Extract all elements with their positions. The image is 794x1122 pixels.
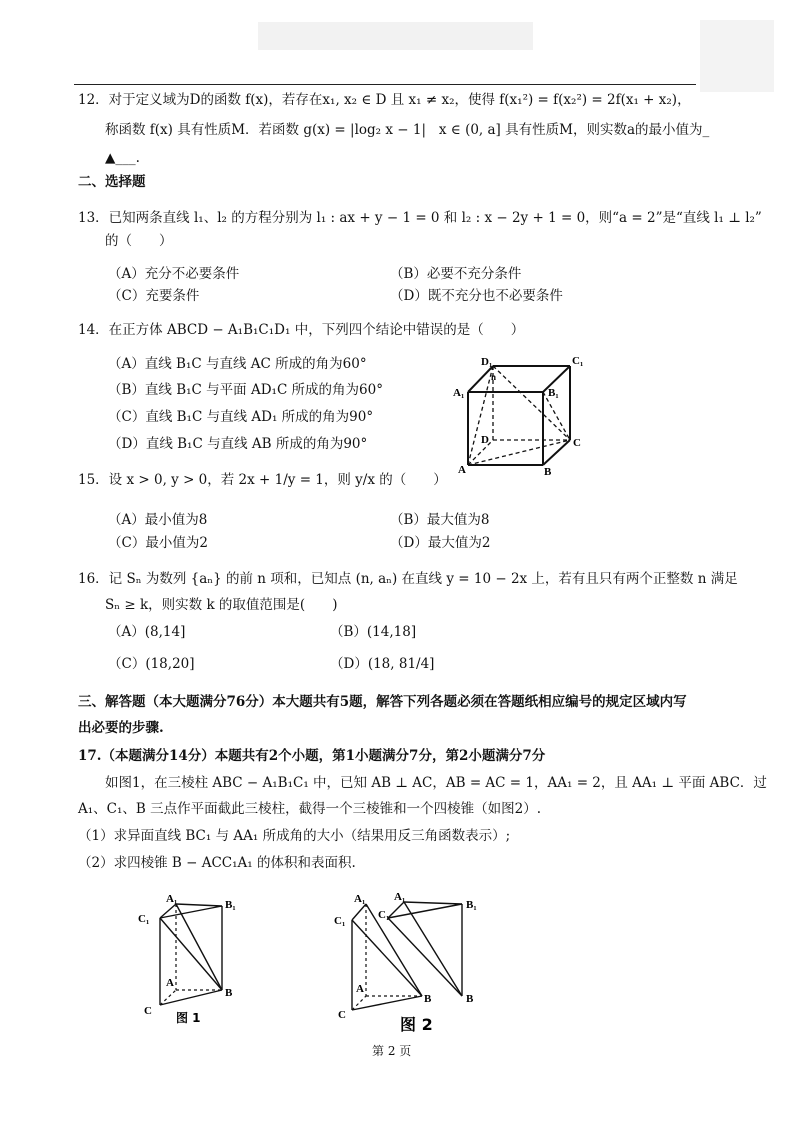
fig1-label-b1: B₁ [225,899,236,911]
q12-line3: ▲___. [105,150,140,166]
cube-label-d: D [481,434,489,446]
fig2-label-b-left: B [424,993,432,1005]
q17-part1: （1）求异面直线 BC₁ 与 AA₁ 所成角的大小（结果用反三角函数表示）; [78,828,511,844]
section2-heading: 二、选择题 [78,174,146,190]
q16-option-a: （A）(8,14] [108,624,186,640]
q13-line2: 的（ ） [105,233,173,249]
q14-option-b: （B）直线 B₁C 与平面 AD₁C 所成的角为60° [108,382,383,398]
q14-stem: 14．在正方体 ABCD − A₁B₁C₁D₁ 中，下列四个结论中错误的是（ ） [78,322,525,338]
q12-line1: 12．对于定义域为D的函数 f(x)，若存在x₁, x₂ ∈ D 且 x₁ ≠ x₂，使得 f(x₁²) = f(x₂²) = 2f(x₁ + x₂)， [78,92,691,108]
section3-line2: 出必要的步骤. [78,720,164,736]
q17-heading: 17.（本题满分14分）本题共有2个小题，第1小题满分7分，第2小题满分7分 [78,748,546,764]
fig2-label-c1-right: C₁ [378,909,390,921]
fig2-label-c: C [338,1009,346,1021]
fig2-label-b1: B₁ [466,899,477,911]
fig1-label-c: C [144,1005,152,1017]
fig2-label-a1-left: A₁ [354,893,366,905]
q16-option-c: （C）(18,20] [108,656,195,672]
fig2-label-a: A [356,983,364,995]
figure-2-cut [330,888,490,1033]
fig2-label-b-right: B [466,993,474,1005]
q16-line1: 16．记 Sₙ 为数列 {aₙ} 的前 n 项和，已知点 (n, aₙ) 在直线 y = 10 − 2x 上，若有且只有两个正整数 n 满足 [78,571,738,587]
q15-option-d: （D）最大值为2 [390,535,491,551]
header-blur-bar [258,22,533,50]
cube-label-a: A [458,464,466,476]
cube-label-c1: C₁ [572,355,584,367]
q15-stem: 15．设 x > 0, y > 0，若 2x + 1/y = 1，则 y/x 的（ ） [78,472,447,488]
fig1-caption: 图 1 [176,1011,201,1025]
fig2-label-a1-right: A₁ [394,891,406,903]
fig1-label-a1: A₁ [166,893,178,905]
q13-option-c: （C）充要条件 [108,288,200,304]
q14-option-a: （A）直线 B₁C 与直线 AC 所成的角为60° [108,356,367,372]
q15-option-a: （A）最小值为8 [108,512,208,528]
figure-1-prism [130,890,260,1025]
q13-option-a: （A）充分不必要条件 [108,266,240,282]
corner-mark [700,20,774,92]
q15-option-c: （C）最小值为2 [108,535,208,551]
cube-label-b: B [544,466,552,478]
q13-option-d: （D）既不充分也不必要条件 [390,288,563,304]
fig1-label-c1: C₁ [138,913,150,925]
q12-line2: 称函数 f(x) 具有性质M．若函数 g(x) = |log₂ x − 1| x ∈ (0, a] 具有性质M，则实数a的最小值为_ [105,122,710,138]
cube-label-c: C [573,437,581,449]
q13-option-b: （B）必要不充分条件 [390,266,522,282]
cube-label-d1: D₁ [481,356,493,368]
fig2-caption: 图 2 [400,1015,433,1033]
cube-label-n: n [491,372,497,382]
cube-label-a1: A₁ [453,387,465,399]
cube-label-b1: B₁ [548,387,559,399]
q17-part2: （2）求四棱锥 B − ACC₁A₁ 的体积和表面积. [78,855,356,871]
fig2-label-c1-left: C₁ [334,915,346,927]
q13-line1: 13．已知两条直线 l₁、l₂ 的方程分别为 l₁ : ax + y − 1 = 0 和 l₂ : x − 2y + 1 = 0，则“a = 2”是“直线 l₁ ⊥ l₂” [78,210,762,226]
q15-option-b: （B）最大值为8 [390,512,490,528]
fig1-label-a: A [166,977,174,989]
q17-line1: 如图1，在三棱柱 ABC − A₁B₁C₁ 中，已知 AB ⊥ AC，AB = AC = 1，AA₁ = 2，且 AA₁ ⊥ 平面 ABC．过 [105,775,767,791]
q16-line2: Sₙ ≥ k，则实数 k 的取值范围是( ) [105,597,338,613]
section3-line1: 三、解答题（本大题满分76分）本大题共有5题，解答下列各题必须在答题纸相应编号的规定区域内写 [78,694,687,710]
q16-option-d: （D）(18, 81/4] [330,656,435,672]
q16-option-b: （B）(14,18] [330,624,417,640]
header-rule [74,84,696,85]
q17-line2: A₁、C₁、B 三点作平面截此三棱柱，截得一个三棱锥和一个四棱锥（如图2）. [78,801,541,817]
cube-figure [448,350,598,480]
page-footer: 第 2 页 [372,1044,412,1058]
q14-option-c: （C）直线 B₁C 与直线 AD₁ 所成的角为90° [108,409,374,425]
q14-option-d: （D）直线 B₁C 与直线 AB 所成的角为90° [108,436,368,452]
fig1-label-b: B [225,987,233,999]
